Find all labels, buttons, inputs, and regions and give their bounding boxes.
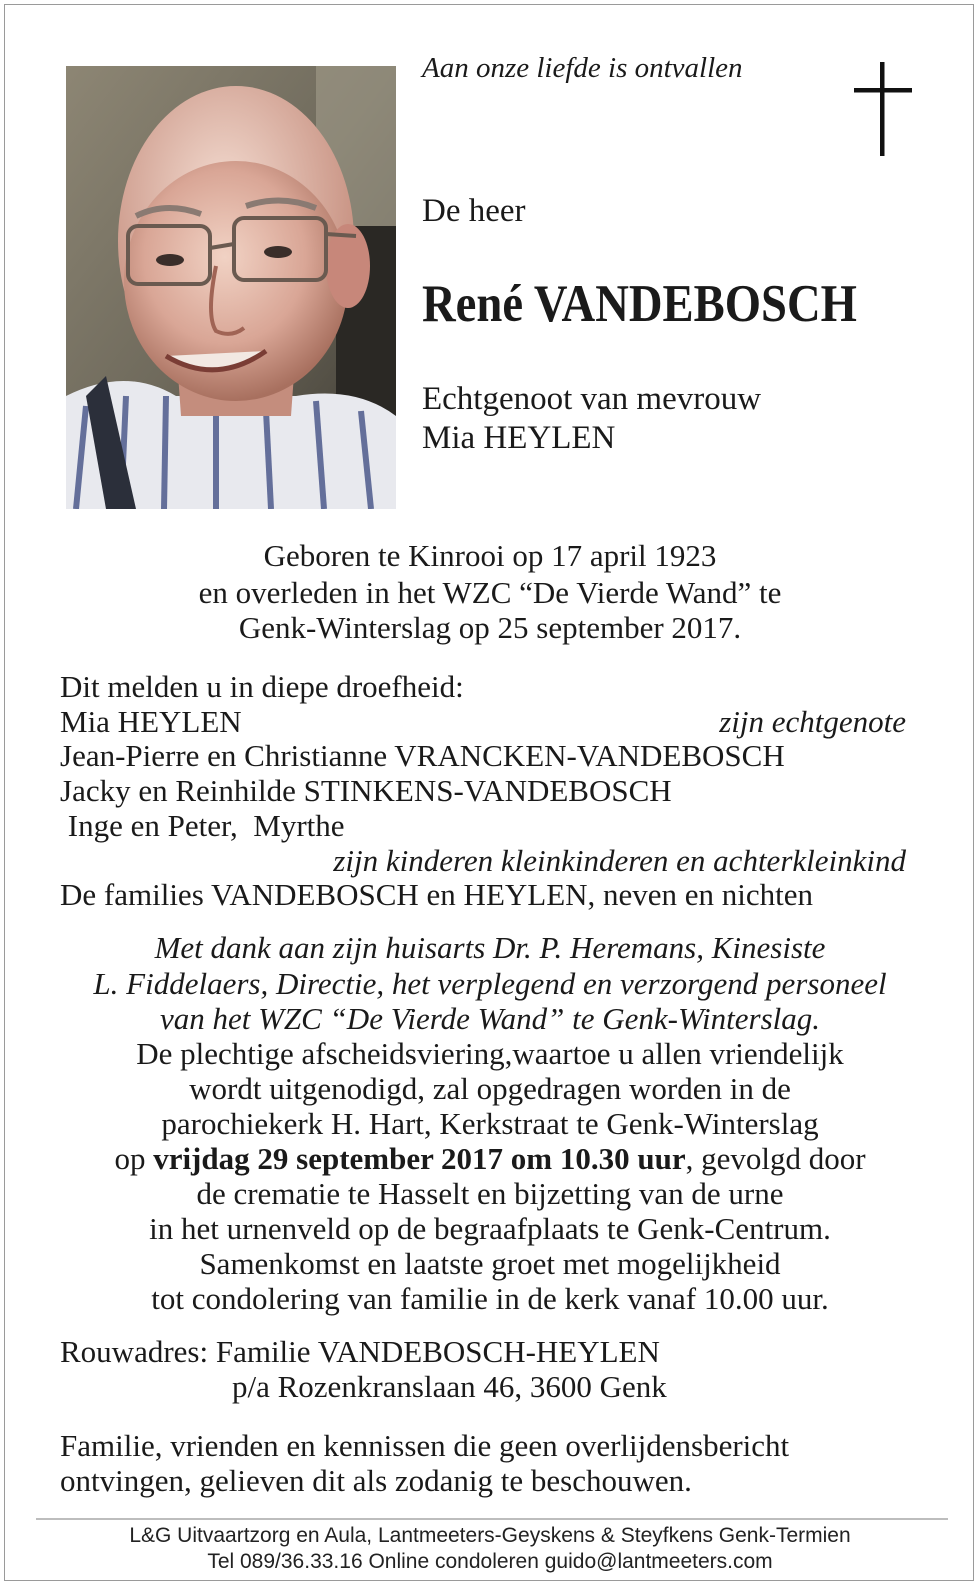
- ceremony-line: wordt uitgenodigd, zal opgedragen worden in de: [189, 1071, 791, 1106]
- closing-line: ontvingen, gelieven dit als zodanig te beschouwen.: [60, 1463, 692, 1498]
- salutation: De heer: [422, 193, 526, 229]
- intro-text: Aan onze liefde is ontvallen: [422, 52, 743, 84]
- closing-line: Familie, vrienden en kennissen die geen overlijdensbericht: [60, 1428, 790, 1463]
- ceremony-date-suffix: , gevolgd door: [685, 1141, 866, 1176]
- birth-death-line: Genk-Winterslag op 25 september 2017.: [238, 610, 742, 645]
- mourner-families: De families VANDEBOSCH en HEYLEN, neven en nichten: [60, 877, 814, 912]
- mourners-intro: Dit melden u in diepe droefheid:: [60, 669, 464, 704]
- ceremony-line: De plechtige afscheidsviering,waartoe u allen vriendelijk: [136, 1036, 844, 1071]
- mourner-spouse-role: zijn echtgenote: [719, 704, 906, 739]
- footer-divider: [36, 1518, 948, 1520]
- thanks-line: Met dank aan zijn huisarts Dr. P. Heremans, Kinesiste: [154, 930, 826, 965]
- thanks-line: L. Fiddelaers, Directie, het verplegend en verzorgend personeel: [93, 966, 887, 1001]
- mourner-children: Jacky en Reinhilde STINKENS-VANDEBOSCH: [60, 773, 672, 808]
- ceremony-date-prefix: op: [114, 1141, 154, 1176]
- mourner-children: Jean-Pierre en Christianne VRANCKEN-VANDEBOSCH: [60, 738, 785, 773]
- funeral-home-line: L&G Uitvaartzorg en Aula, Lantmeeters-Geyskens & Steyfkens Genk-Termien: [129, 1524, 851, 1547]
- cross-icon: [850, 62, 916, 158]
- portrait-photo: [66, 66, 396, 509]
- spouse-name: Mia HEYLEN: [422, 420, 616, 456]
- birth-death-line: en overleden in het WZC “De Vierde Wand” te: [198, 575, 782, 610]
- portrait-illustration: [66, 66, 396, 509]
- ceremony-line: tot condolering van familie in de kerk vanaf 10.00 uur.: [151, 1281, 829, 1316]
- mourner-children-role: zijn kinderen kleinkinderen en achterkleinkind: [333, 843, 906, 878]
- mourning-address-street: p/a Rozenkranslaan 46, 3600 Genk: [232, 1369, 667, 1404]
- deceased-name: René VANDEBOSCH: [422, 275, 857, 333]
- mourner-spouse: Mia HEYLEN: [60, 704, 242, 739]
- ceremony-line: Samenkomst en laatste groet met mogelijkheid: [199, 1246, 781, 1281]
- spouse-line: Echtgenoot van mevrouw: [422, 381, 762, 417]
- birth-death-line: Geboren te Kinrooi op 17 april 1923: [263, 538, 717, 573]
- mourning-address: Rouwadres: Familie VANDEBOSCH-HEYLEN: [60, 1334, 660, 1369]
- ceremony-line: de crematie te Hasselt en bijzetting van de urne: [196, 1176, 784, 1211]
- mourner-grandchildren: Inge en Peter, Myrthe: [60, 808, 345, 843]
- thanks-line: van het WZC “De Vierde Wand” te Genk-Winterslag.: [159, 1001, 821, 1036]
- ceremony-line: parochiekerk H. Hart, Kerkstraat te Genk-Winterslag: [161, 1106, 819, 1141]
- ceremony-date: vrijdag 29 september 2017 om 10.30 uur: [153, 1141, 686, 1176]
- ceremony-date-line: [0, 1141, 980, 1177]
- ceremony-line: in het urnenveld op de begraafplaats te Genk-Centrum.: [149, 1211, 831, 1246]
- funeral-home-contact: Tel 089/36.33.16 Online condoleren guido@lantmeeters.com: [207, 1550, 773, 1573]
